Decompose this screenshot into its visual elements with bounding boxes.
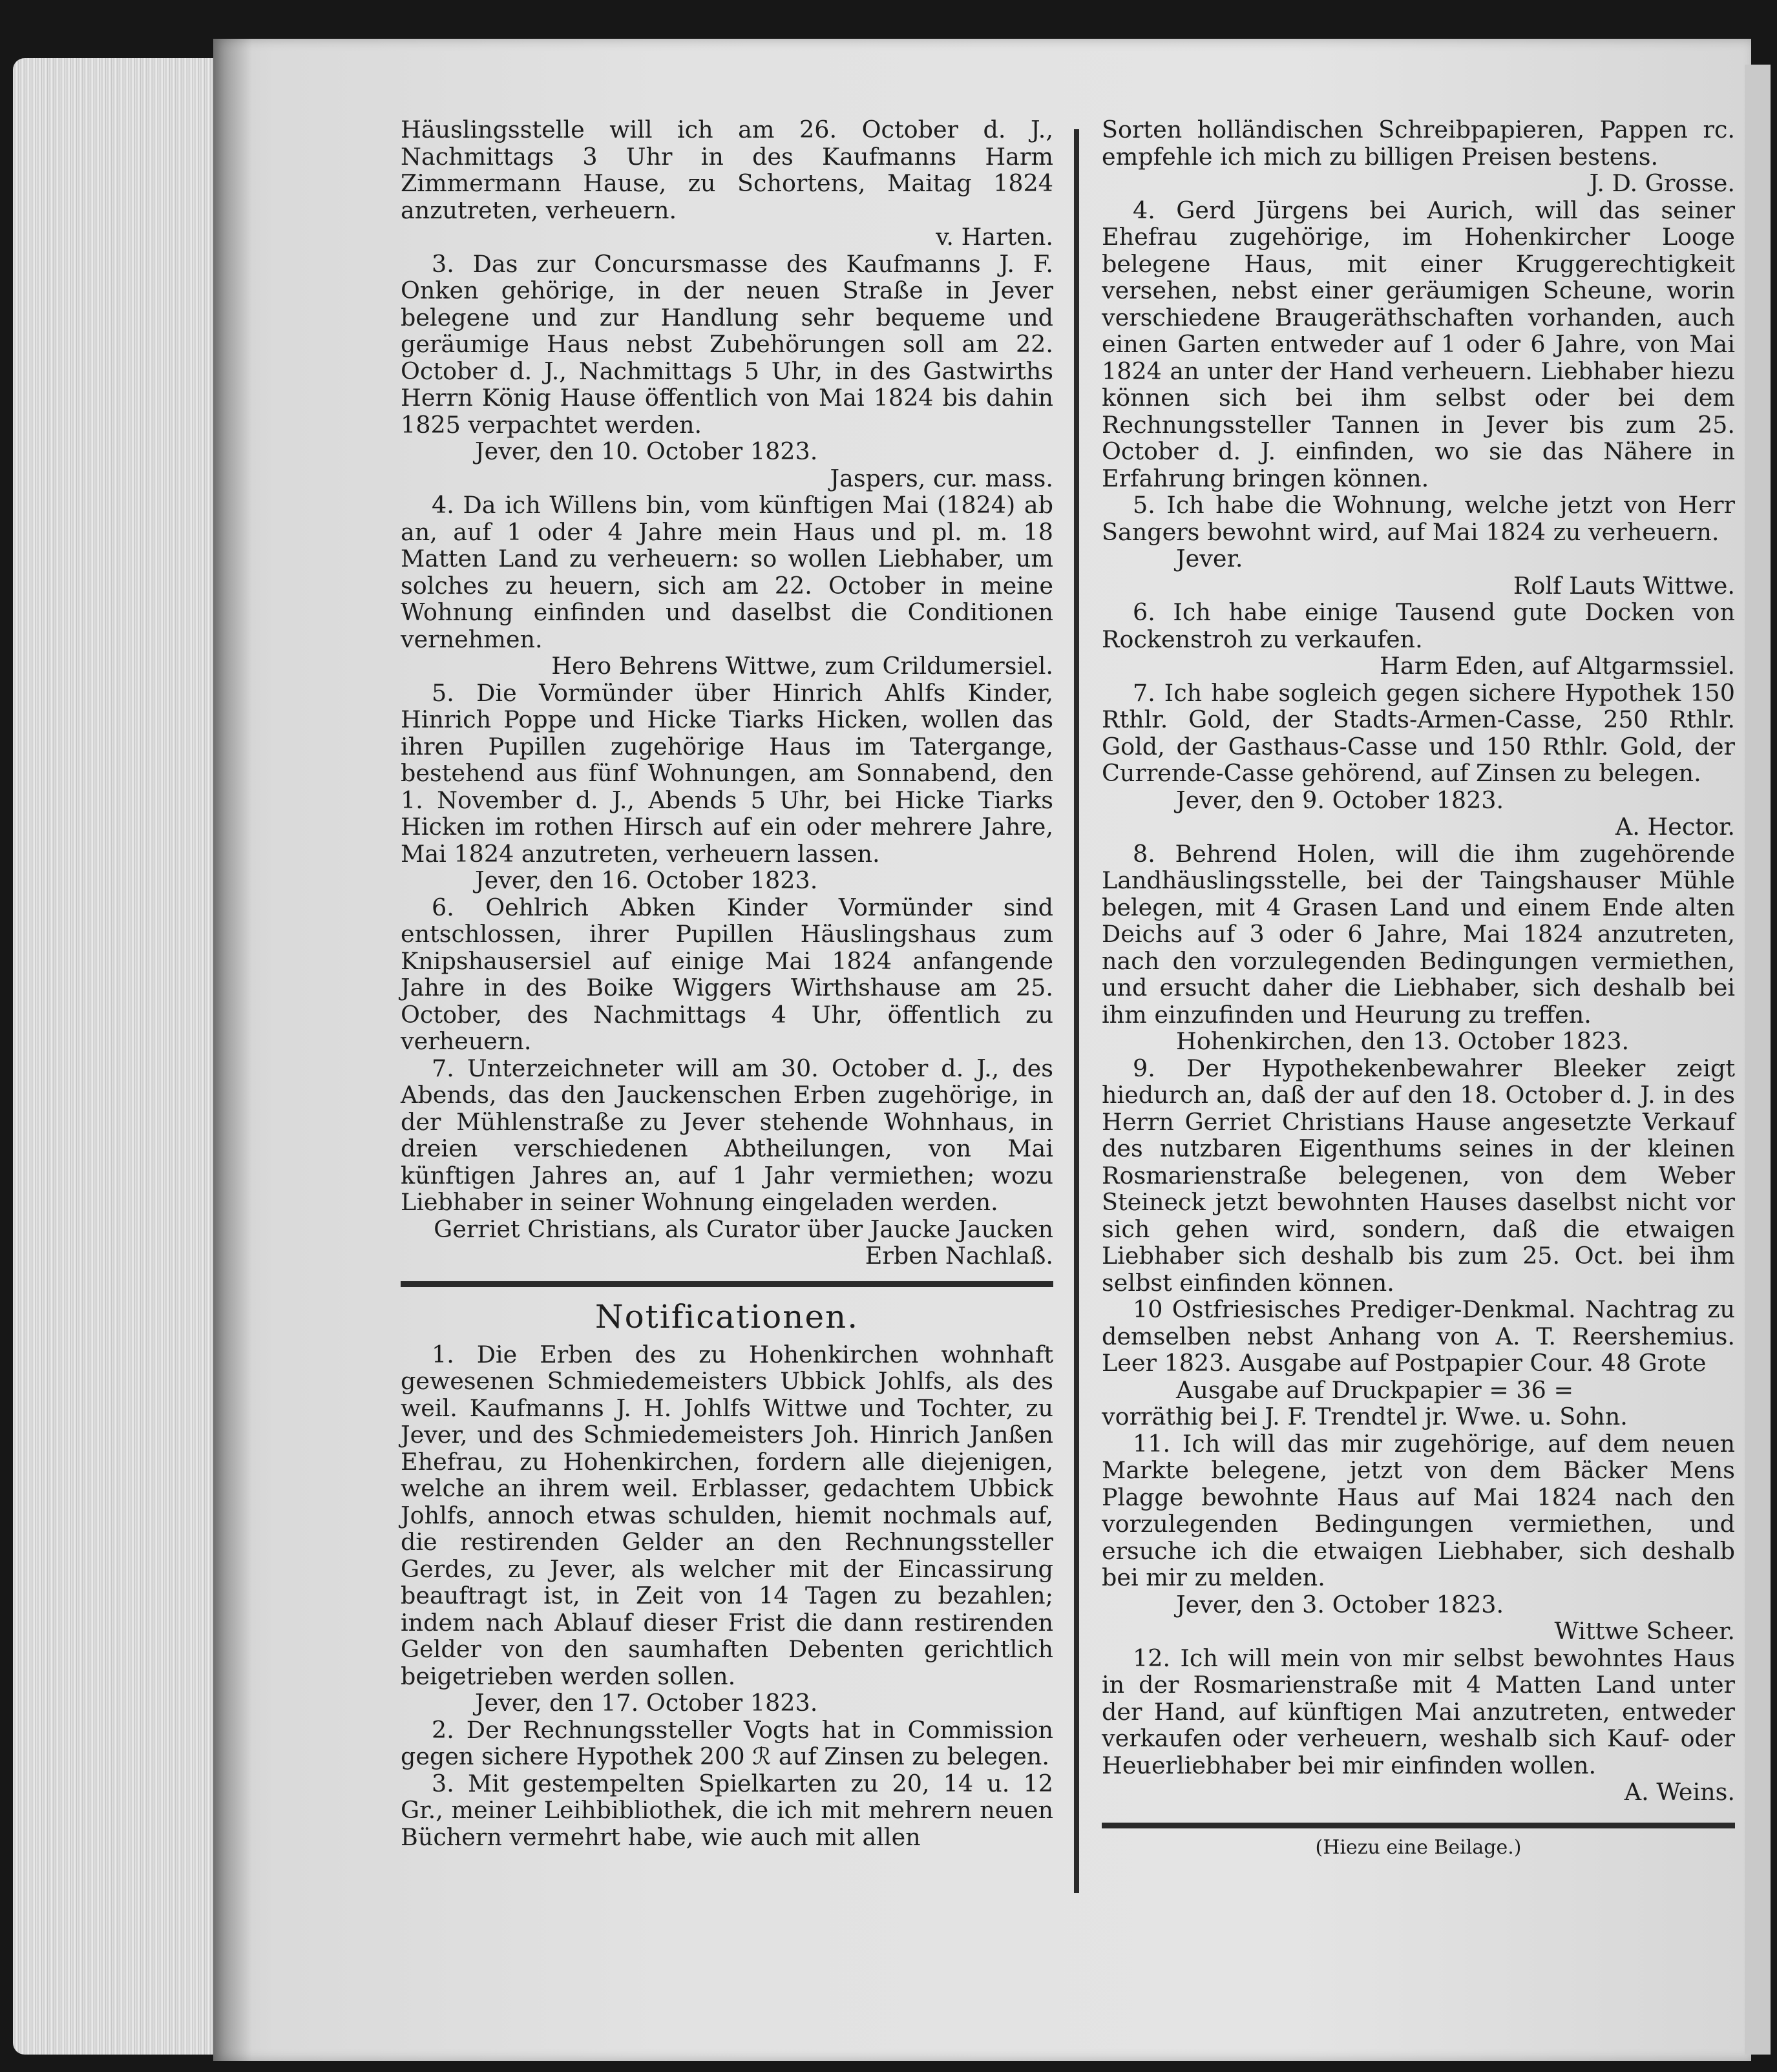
signature-hero-behrens: Hero Behrens Wittwe, zum Crildumersiel. xyxy=(551,652,1053,680)
notification-3-continued: Sorten holländischen Schreibpapieren, Pappen rc. empfehle ich mich zu billigen Preisen bestens. xyxy=(1102,116,1735,171)
ad-6-oehlrich-abken: 6. Oehlrich Abken Kinder Vormünder sind entschlossen, ihrer Pupillen Häuslingshaus zum Knipshausersiel auf einige Mai 1824 anfangende Jahre in des Boike Wiggers Wirthshause am 25. October, des Nachmittags 4 Uhr, öffentlich zu verheuern. xyxy=(401,893,1053,1055)
signature-jaspers: Jaspers, cur. mass. xyxy=(830,464,1053,492)
dateline: Jever, den 9. October 1823. xyxy=(1176,786,1504,814)
supplement-note: (Hiezu eine Beilage.) xyxy=(1315,1836,1522,1859)
dateline: Jever. xyxy=(1176,545,1243,572)
dateline: Jever, den 10. October 1823. xyxy=(475,437,818,465)
dateline: Jever, den 3. October 1823. xyxy=(1176,1590,1504,1618)
notification-6: 6. Ich habe einige Tausend gute Docken von Rockenstroh zu verkaufen. xyxy=(1102,598,1735,653)
end-rule xyxy=(1102,1823,1735,1828)
signature-hector: A. Hector. xyxy=(1615,813,1735,841)
ad-3-concursmasse: 3. Das zur Concursmasse des Kaufmanns J. F. Onken gehörige, in der neuen Straße in Jever belegene und zur Handlung sehr bequeme und geräumige Haus nebst Zubehörungen soll am 22. October d. J., Nachmittags 5 Uhr, in des Gastwirths Herrn König Hause öffentlich von Mai 1824 bis dahin 1825 verpachtet werden. xyxy=(401,249,1053,439)
notification-11: 11. Ich will das mir zugehörige, auf dem neuen Markte belegene, jetzt von dem Bäcker Mens Plagge bewohnte Haus auf Mai 1824 nach den vorzulegenden Bedingungen vermiethen, und ersuche ich die etwaigen Liebhaber, sich deshalb bei mir zu melden. xyxy=(1102,1429,1735,1591)
notification-8: 8. Behrend Holen, will die ihm zugehörende Landhäuslingsstelle, bei der Taingshauser Mühle belegen, mit 4 Grasen Land und einem Ende alten Deichs auf 3 oder 6 Jahre, Mai 1824 anzutreten, nach den vorzulegenden Bedingungen vermiethen, und ersucht daher die Liebhaber, sich deshalb bei ihm einzufinden und Heurung zu treffen. xyxy=(1102,839,1735,1029)
price-line: Ausgabe auf Druckpapier = 36 = xyxy=(1176,1376,1574,1404)
signature-harm-eden: Harm Eden, auf Altgarmssiel. xyxy=(1380,652,1735,680)
dateline: Jever, den 16. October 1823. xyxy=(475,866,818,894)
next-page-edge xyxy=(1745,65,1771,2055)
book-page-edges xyxy=(13,58,226,2055)
notification-4: 4. Gerd Jürgens bei Aurich, will das seiner Ehefrau zugehörige, im Hohenkircher Looge belegene Haus, mit einer Kruggerechtigkeit versehen, nebst einer geräumigen Scheune, worin verschiedene Braugeräthschaften vorhanden, auch einen Garten entweder auf 1 oder 6 Jahre, von Mai 1824 an unter der Hand verheuern. Liebhaber hiezu können sich bei ihm selbst oder bei dem Rechnungssteller Tannen in Jever bis zum 25. October d. J. einfinden, wo sie das Nähere in Erfahrung bringen können. xyxy=(1102,196,1735,492)
vendor-line: vorräthig bei J. F. Trendtel jr. Wwe. u. Sohn. xyxy=(1102,1403,1628,1430)
notification-12: 12. Ich will mein von mir selbst bewohntes Haus in der Rosmarienstraße mit 4 Matten Land unter der Hand, auf künftigen Mai anzutreten, entweder verkaufen oder verheuern, weshalb sich Kauf- oder Heuerliebhaber bei mir einfinden wollen. xyxy=(1102,1644,1735,1779)
notification-9: 9. Der Hypothekenbewahrer Bleeker zeigt hiedurch an, daß der auf den 18. October d. J. in des Herrn Gerriet Christians Hause angesetzte Verkauf des nutzbaren Eigenthums seines in der kleinen Rosmarienstraße belegenen, von dem Weber Steineck jetzt bewohnten Hauses daselbst nicht vor sich gehen wird, sondern, daß die etwaigen Liebhaber sich deshalb bis zum 25. Oct. bei ihm selbst einfinden können. xyxy=(1102,1054,1735,1297)
dateline: Jever, den 17. October 1823. xyxy=(475,1689,818,1717)
right-column xyxy=(1102,116,1735,1861)
notification-3: 3. Mit gestempelten Spielkarten zu 20, 14 u. 12 Gr., meiner Leihbibliothek, die ich mit mehrern neuen Büchern vermehrt habe, wie auch mit allen xyxy=(401,1769,1053,1851)
ad-haeuslingsstelle: Häuslingsstelle will ich am 26. October d. J., Nachmittags 3 Uhr in des Kaufmanns Harm Zimmermann Hause, zu Schortens, Maitag 1824 anzutreten, verheuern. xyxy=(401,116,1053,224)
notification-2: 2. Der Rechnungssteller Vogts hat in Commission gegen sichere Hypothek 200 ℛ auf Zinsen zu belegen. xyxy=(401,1715,1053,1770)
spine-shadow xyxy=(213,39,252,2061)
left-column xyxy=(401,116,1053,1850)
ad-5-vormuender: 5. Die Vormünder über Hinrich Ahlfs Kinder, Hinrich Poppe und Hicke Tiarks Hicken, wollen das ihren Pupillen zugehörige Haus im Tatergange, bestehend aus fünf Wohnungen, am Sonnabend, den 1. November d. J., Abends 5 Uhr, bei Hicke Tiarks Hicken im rothen Hirsch auf ein oder mehrere Jahre, Mai 1824 anzutreten, verheuern lassen. xyxy=(401,678,1053,868)
notification-7: 7. Ich habe sogleich gegen sichere Hypothek 150 Rthlr. Gold, der Stadts-Armen-Casse, 250 Rthlr. Gold, der Gasthaus-Casse und 150 Rthlr. Gold, der Currende-Casse gehörend, auf Zinsen zu belegen. xyxy=(1102,678,1735,787)
notification-1: 1. Die Erben des zu Hohenkirchen wohnhaft gewesenen Schmiedemeisters Ubbick Johlfs, als des weil. Kaufmanns J. H. Johlfs Wittwe und Tochter, zu Jever, und des Schmiedemeisters Joh. Hinrich Janßen Ehefrau, zu Hohenkirchen, fordern alle diejenigen, welche an ihrem weil. Erblasser, gedachtem Ubbick Johlfs, annoch etwas schulden, hiemit nochmals auf, die restirenden Gelder an den Rechnungssteller Gerdes, zu Jever, als welcher mit der Eincassirung beauftragt ist, in Zeit von 14 Tagen zu bezahlen; indem nach Ablauf dieser Frist die dann restirenden Gelder von den saumhaften Debenten gerichtlich beigetrieben werden sollen. xyxy=(401,1340,1053,1690)
notification-5: 5. Ich habe die Wohnung, welche jetzt von Herr Sangers bewohnt wird, auf Mai 1824 zu verheuern. xyxy=(1102,491,1735,546)
signature-wittwe-scheer: Wittwe Scheer. xyxy=(1554,1617,1735,1645)
notification-10: 10 Ostfriesisches Prediger-Denkmal. Nachtrag zu demselben nebst Anhang von A. T. Reershemius. Leer 1823. Ausgabe auf Postpapier Cour. 48 Grote xyxy=(1102,1295,1735,1377)
dateline: Hohenkirchen, den 13. October 1823. xyxy=(1176,1027,1630,1055)
ad-7-jauckenschen-erben: 7. Unterzeichneter will am 30. October d. J., des Abends, das den Jauckenschen Erben zugehörige, in der Mühlenstraße zu Jever stehende Wohnhaus, in dreien verschiedenen Abtheilungen, von Mai künftigen Jahres an, auf 1 Jahr vermiethen; wozu Liebhaber in seiner Wohnung eingeladen werden. xyxy=(401,1054,1053,1216)
ad-4-wohnung: 4. Da ich Willens bin, vom künftigen Mai (1824) ab an, auf 1 oder 4 Jahre mein Haus und pl. m. 18 Matten Land zu verheuern: so wollen Liebhaber, um solches zu heuern, sich am 22. October in meine Wohnung einfinden und daselbst die Conditionen vernehmen. xyxy=(401,491,1053,653)
column-divider xyxy=(1074,129,1079,1893)
signature-grosse: J. D. Grosse. xyxy=(1589,169,1735,197)
signature-weins: A. Weins. xyxy=(1624,1778,1735,1806)
signature-gerriet-christians: Gerriet Christians, als Curator über Jaucke Jaucken Erben Nachlaß. xyxy=(434,1215,1053,1270)
signature-v-harten: v. Harten. xyxy=(936,223,1053,251)
section-rule xyxy=(401,1281,1053,1287)
signature-rolf-lauts: Rolf Lauts Wittwe. xyxy=(1513,571,1735,600)
notificationen-heading: Notificationen. xyxy=(594,1297,859,1335)
